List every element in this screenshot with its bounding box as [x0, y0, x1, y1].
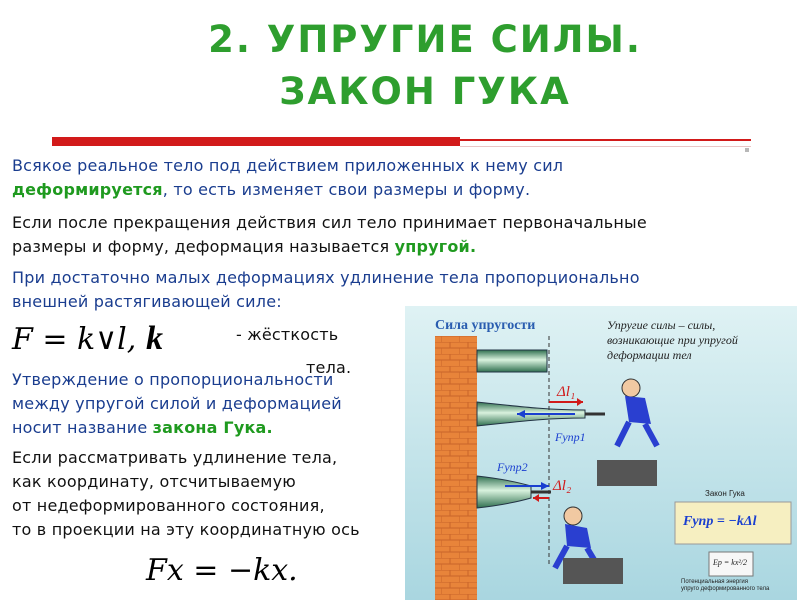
elongation-label-1: Δl₁: [557, 384, 576, 400]
energy-caption: [681, 579, 769, 593]
paragraph-coordinate: [12, 446, 452, 542]
paragraph-hooke-law: [12, 368, 412, 440]
paragraph-elastic-line-2: [12, 235, 800, 259]
figure-caption-line-1: Упругие силы – силы,: [607, 318, 716, 332]
hooke-law-formula: Fупр = −kΔl: [683, 514, 757, 529]
stiffness-symbol: k: [146, 320, 163, 357]
paragraph-elastic-line-1: Если после прекращения действия сил тело принимает первоначальные: [12, 213, 647, 232]
projection-formula: Fx = −kx.: [146, 553, 298, 588]
term-elastic: упругой.: [394, 237, 477, 256]
hooke-law-title: Закон Гука: [705, 489, 745, 498]
stiffness-label: - жёсткость: [236, 325, 339, 344]
force-label-2: Fупр2: [497, 460, 528, 474]
stiffness-label-body: тела.: [306, 358, 352, 377]
paragraph-coordinate-line-3: от недеформированного состояния,: [12, 496, 325, 515]
paragraph-hooke-law-line-3: [12, 416, 412, 440]
paragraph-hooke-law-line-2: между упругой силой и деформацией: [12, 394, 342, 413]
paragraph-deformation-line-2: [12, 178, 800, 202]
energy-caption-line-2: упруго деформированного тела: [681, 586, 770, 592]
paragraph-deformation: [12, 154, 800, 202]
figure-caption: [607, 318, 793, 363]
paragraph-elastic-line-2-start: размеры и форму, деформация называется: [12, 237, 395, 256]
paragraph-coordinate-line-4: то в проекции на эту координатную ось: [12, 520, 360, 539]
title-underline-thick: [52, 137, 460, 146]
figure-caption-line-3: деформации тел: [607, 348, 692, 362]
paragraph-elastic: [12, 211, 800, 259]
title-underline-dot: [745, 148, 749, 152]
paragraph-proportional-line-1: При достаточно малых деформациях удлинение тела пропорционально: [12, 268, 640, 287]
figure-title: Сила упругости: [435, 318, 536, 333]
term-deforms: деформируется: [12, 180, 163, 199]
paragraph-hooke-law-line-3-start: носит название: [12, 418, 153, 437]
force-label-1: Fупр1: [555, 430, 586, 444]
energy-formula: Ep = kx²/2: [713, 558, 748, 567]
figure-caption-line-2: возникающие при упругой: [607, 333, 738, 347]
paragraph-deformation-line-1: Всякое реальное тело под действием приложенных к нему сил: [12, 156, 564, 175]
paragraph-deformation-line-2-rest: , то есть изменяет свои размеры и форму.: [162, 180, 531, 199]
paragraph-coordinate-line-2: как координату, отсчитываемую: [12, 472, 296, 491]
elongation-label-2: Δl₂: [553, 478, 572, 494]
paragraph-hooke-law-line-1: Утверждение о пропорциональности: [12, 370, 334, 389]
title-underline-thin: [460, 139, 751, 141]
title-line-2: ЗАКОН ГУКА: [279, 70, 571, 113]
elastic-force-figure: [405, 306, 797, 600]
title-underline-shadow: [460, 146, 751, 147]
paragraph-proportional-line-2: внешней растягивающей силе:: [12, 292, 282, 311]
energy-caption-line-1: Потенциальная энергия: [681, 579, 749, 585]
title-line-1: 2. УПРУГИЕ СИЛЫ.: [208, 18, 642, 61]
brick-wall: [435, 336, 477, 600]
hooke-formula: F = k∨l,: [12, 322, 137, 357]
rod-undeformed: [477, 350, 547, 372]
paragraph-coordinate-line-1: Если рассматривать удлинение тела,: [12, 448, 338, 467]
term-hooke-law: закона Гука.: [152, 418, 273, 437]
